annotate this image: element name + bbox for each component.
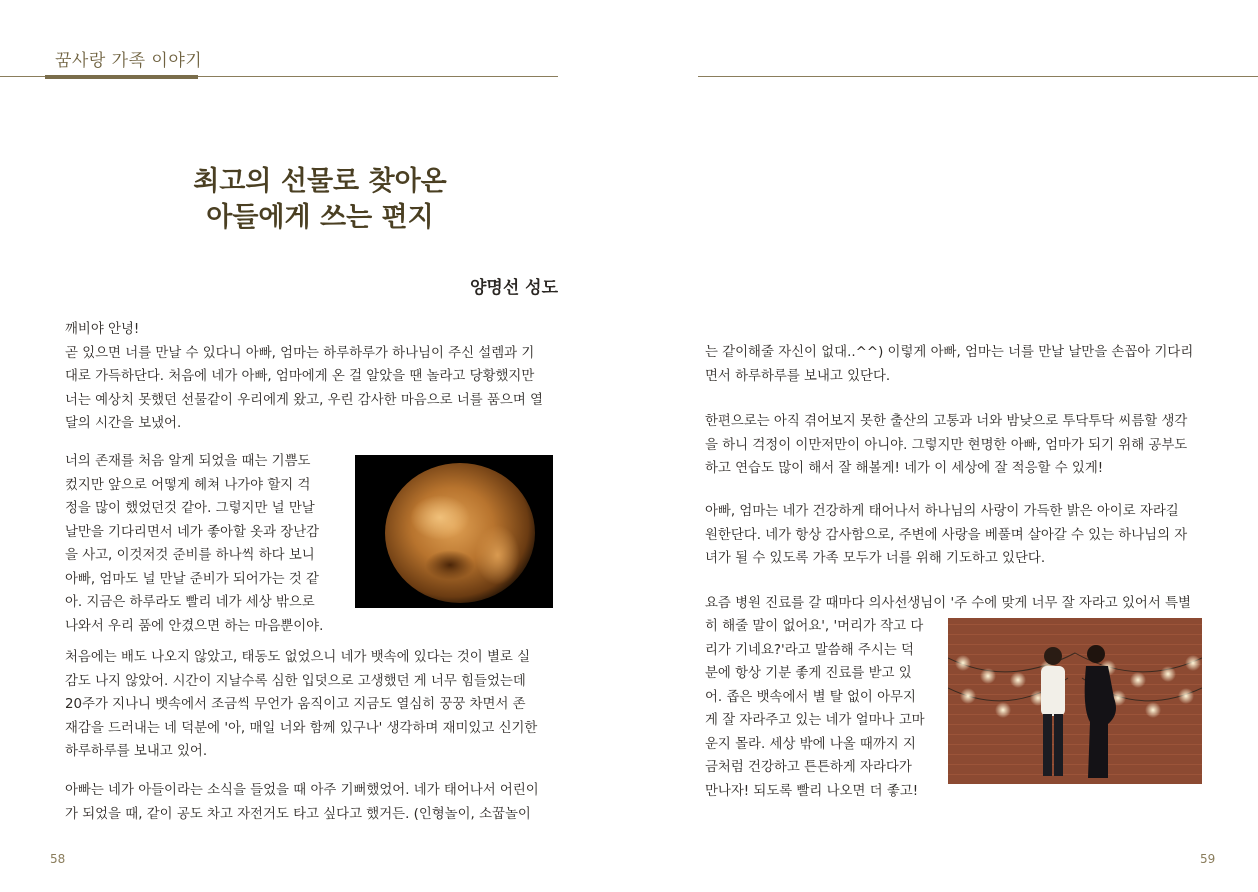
text-line: 곧 있으면 너를 만날 수 있다니 아빠, 엄마는 하루하루가 하나님이 주신 설렘과 기 (65, 345, 535, 361)
text-line: 게 잘 자라주고 있는 네가 얼마나 고마 (705, 713, 925, 728)
text-line: 어. 좁은 뱃속에서 별 탈 없이 아무지 (705, 689, 916, 705)
text-line: 재감을 드러내는 네 덕분에 '아, 매일 너와 함께 있구나' 생각하며 재미있고 신기한 (65, 720, 538, 736)
text-line: 너는 예상치 못했던 선물같이 우리에게 왔고, 우린 감사한 마음으로 너를 품으며 열 (65, 392, 543, 408)
left-paragraph-3 (65, 646, 560, 764)
page-number-left: 58 (50, 852, 66, 866)
title-line-1: 최고의 선물로 찾아온 (193, 166, 447, 197)
section-label: 꿈사랑 가족 이야기 (55, 51, 203, 71)
title-line-2: 아들에게 쓰는 편지 (206, 202, 434, 233)
left-paragraph-4 (65, 779, 560, 826)
header-rule-accent (45, 75, 198, 79)
text-line: 금처럼 건강하고 튼튼하게 자라다가 (705, 760, 912, 775)
text-line: 처음에는 배도 나오지 않았고, 태동도 없었으니 네가 뱃속에 있다는 것이 별로 실 (65, 650, 531, 665)
text-line: 만나자! 되도록 빨리 나오면 더 좋고! (705, 783, 919, 799)
text-line: 요즘 병원 진료를 갈 때마다 의사선생님이 '주 수에 맞게 너무 잘 자라고 있어서 특별 (705, 596, 1191, 611)
text-line: 대로 가득하단다. 처음에 네가 아빠, 엄마에게 온 걸 알았을 땐 놀라고 당황했지만 (65, 369, 535, 384)
text-line: 컸지만 앞으로 어떻게 헤쳐 나가야 할지 걱 (65, 477, 311, 493)
text-line: 을 사고, 이것저것 준비를 하나씩 하다 보니 (65, 548, 315, 563)
text-line: 깨비야 안녕! (65, 322, 140, 337)
left-paragraph-2 (65, 450, 335, 638)
right-paragraph-4-wrap (705, 615, 931, 803)
text-line: 한편으로는 아직 겪어보지 못한 출산의 고통과 너와 밤낮으로 투닥투닥 씨름할 생각 (705, 414, 1188, 429)
text-line: 아빠, 엄마도 널 만날 준비가 되어가는 것 같 (65, 571, 319, 587)
right-paragraph-1 (705, 341, 1205, 388)
header-rule-right (698, 76, 1258, 77)
text-line: 면서 하루하루를 보내고 있단다. (705, 368, 891, 384)
right-paragraph-3 (705, 500, 1205, 571)
text-line: 녀가 될 수 있도록 가족 모두가 너를 위해 기도하고 있단다. (705, 551, 1046, 566)
text-line: 너의 존재를 처음 알게 되었을 때는 기쁨도 (65, 454, 311, 469)
right-paragraph-4 (705, 592, 1205, 616)
page-number-right: 59 (1200, 852, 1216, 866)
text-line: 나와서 우리 품에 안겼으면 하는 마음뿐이야. (65, 618, 324, 634)
text-line: 달의 시간을 보냈어. (65, 416, 182, 431)
text-line: 을 하니 걱정이 이만저만이 아니야. 그렇지만 현명한 아빠, 엄마가 되기 위해 공부도 (705, 437, 1188, 453)
text-line: 원한단다. 네가 항상 감사함으로, 주변에 사랑을 베풀며 살아갈 수 있는 하나님의 자 (705, 527, 1188, 543)
text-line: 아빠는 네가 아들이라는 소식을 들었을 때 아주 기뻐했었어. 네가 태어나서 어린이 (65, 783, 539, 798)
text-line: 가 되었을 때, 같이 공도 차고 자전거도 타고 싶다고 했거든. (인형놀이, 소꿉놀이 (65, 806, 531, 822)
text-line: 리가 기네요?'라고 말씀해 주시는 덕 (705, 642, 914, 658)
text-line: 하고 연습도 많이 해서 잘 해볼게! 네가 이 세상에 잘 적응할 수 있게! (705, 461, 1104, 476)
text-line: 히 해줄 말이 없어요', '머리가 작고 다 (705, 619, 924, 634)
ultrasound-image (355, 455, 553, 608)
text-line: 는 같이해줄 자신이 없대..^^) 이렇게 아빠, 엄마는 너를 만날 날만을 손꼽아 기다리 (705, 345, 1194, 360)
text-line: 20주가 지나니 뱃속에서 조금씩 무언가 움직이고 지금도 열심히 꿍꿍 차면서 존 (65, 697, 526, 712)
text-line: 아빠, 엄마는 네가 건강하게 태어나서 하나님의 사랑이 가득한 밝은 아이로 자라길 (705, 504, 1179, 519)
article-title (60, 164, 580, 236)
text-line: 감도 나지 않았어. 시간이 지날수록 심한 입덧으로 고생했던 게 너무 힘들었는데 (65, 673, 526, 689)
author-name: 양명선 성도 (469, 278, 558, 298)
text-line: 정을 많이 했었던것 같아. 그렇지만 널 만날 (65, 501, 315, 516)
text-line: 분에 항상 기분 좋게 진료를 받고 있 (705, 666, 912, 681)
text-line: 운지 몰라. 세상 밖에 나올 때까지 지 (705, 736, 916, 752)
text-line: 하루하루를 보내고 있어. (65, 744, 208, 759)
text-line: 날만을 기다리면서 네가 좋아할 옷과 장난감 (65, 524, 320, 540)
text-line: 아. 지금은 하루라도 빨리 네가 세상 밖으로 (65, 595, 315, 610)
right-paragraph-2 (705, 410, 1205, 481)
photo-illustration (948, 618, 1202, 784)
couple-photo (948, 618, 1202, 784)
left-paragraph-1 (65, 318, 560, 436)
